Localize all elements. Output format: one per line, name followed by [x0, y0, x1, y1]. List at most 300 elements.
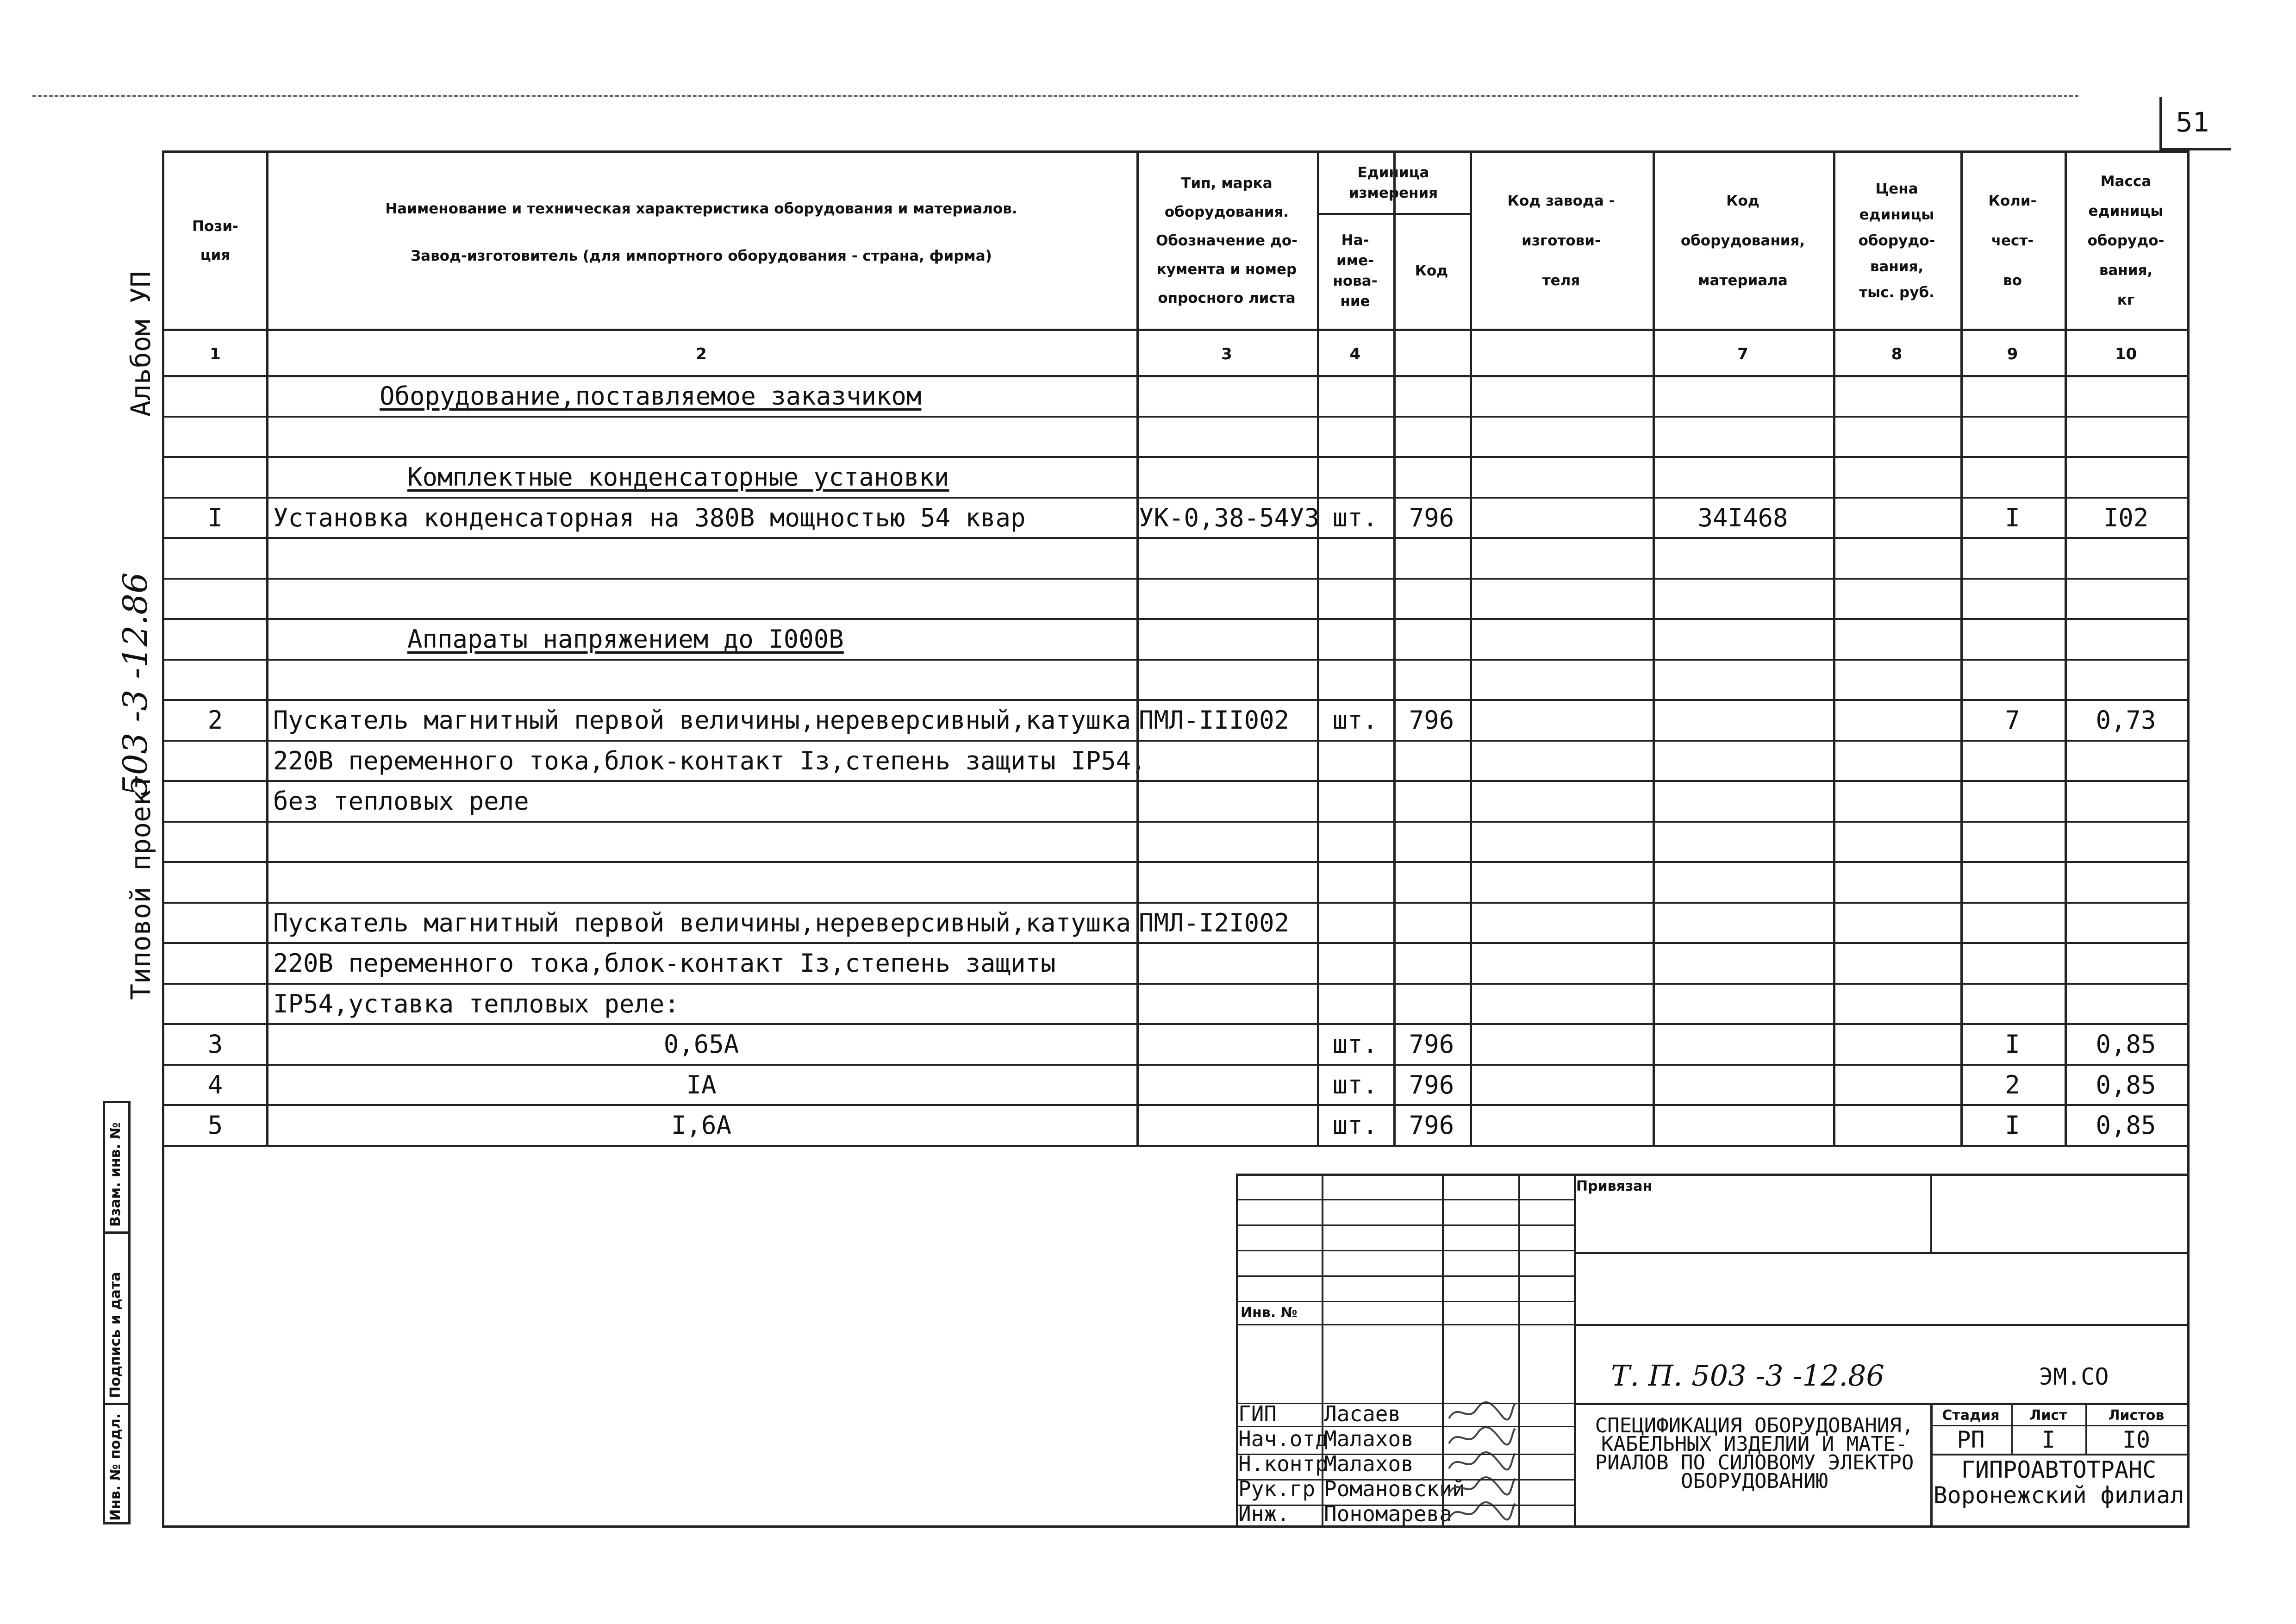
inv-no-label: Инв. №: [1241, 1305, 1298, 1321]
cell-type: ПМЛ-III002: [1139, 706, 1290, 735]
cell-price: [1833, 623, 1960, 659]
row-divider: [162, 618, 2190, 620]
cell-pos: [164, 542, 266, 578]
title-block-line: [1236, 1174, 1574, 1176]
cell-mat: [1653, 825, 1833, 862]
column-divider: [1470, 150, 1472, 1145]
row-divider: [162, 1023, 2190, 1025]
cell-mass: [2065, 663, 2187, 700]
cell-pos: [164, 947, 266, 983]
cell-code: [1393, 461, 1470, 497]
cell-mat: [1653, 542, 1833, 578]
cell-code: 796: [1409, 1070, 1454, 1099]
cell-pos: [164, 785, 266, 821]
cell-unit: [1317, 420, 1393, 456]
cell-pos: 3: [207, 1030, 223, 1059]
sheets-label: Листов: [2108, 1407, 2165, 1424]
cell-code: [1393, 542, 1470, 578]
title-block-line: [1236, 1301, 1574, 1302]
cell-name: Пускатель магнитный первой величины,нереверсивный,катушка: [273, 706, 1131, 735]
cell-name: 220В переменного тока,блок-контакт Iз,степень защиты: [273, 949, 1056, 978]
cell-mfr: [1470, 582, 1653, 618]
cell-price: [1833, 1109, 1960, 1145]
cell-price: [1833, 542, 1960, 578]
cell-mass: [2065, 947, 2187, 983]
cell-mat: [1653, 380, 1833, 416]
cell-unit: [1317, 380, 1393, 416]
cell-unit: [1317, 623, 1393, 659]
cell-qty: 7: [2005, 706, 2020, 735]
cell-price: [1833, 663, 1960, 700]
column-divider: [1960, 150, 1963, 1145]
row-divider: [162, 497, 2190, 499]
stamp-label-inv-podl: Инв. № подл.: [107, 1413, 124, 1521]
signatory-name: Малахов: [1324, 1426, 1414, 1451]
organization-name: ГИПРОАВТОТРАНС: [1961, 1456, 2157, 1483]
cell-mass: [2065, 461, 2187, 497]
cell-code: [1393, 906, 1470, 943]
cell-code: [1393, 623, 1470, 659]
stage-label: Стадия: [1942, 1407, 2000, 1424]
row-divider: [162, 740, 2190, 742]
title-block-line: [1574, 1174, 1576, 1528]
row-divider: [162, 1104, 2190, 1106]
cell-mass: [2065, 987, 2187, 1024]
title-block-line: [1236, 1324, 1574, 1325]
cell-price: [1833, 947, 1960, 983]
cell-pos: [164, 582, 266, 618]
title-block-line: [2011, 1403, 2013, 1454]
cell-type: УК-0,38-54УЗ: [1139, 503, 1320, 532]
cell-mat: [1653, 947, 1833, 983]
row-divider: [162, 861, 2190, 863]
cell-name: [273, 542, 1134, 578]
cell-type: [1139, 1028, 1317, 1064]
title-block-line: [1574, 1174, 2190, 1176]
cell-code: [1393, 582, 1470, 618]
cell-unit: [1317, 663, 1393, 700]
cell-name: [273, 582, 1134, 618]
row-divider: [162, 1145, 2190, 1147]
cell-qty: [1960, 663, 2065, 700]
title-block-line: [1236, 1250, 1574, 1251]
cell-unit: [1317, 866, 1393, 902]
cell-type: [1139, 947, 1317, 983]
cell-mass: [2065, 744, 2187, 781]
cell-mat: [1653, 744, 1833, 781]
cell-type: [1139, 663, 1317, 700]
colnum-8: 8: [1891, 345, 1903, 363]
cell-mat: [1653, 987, 1833, 1024]
cell-mass: [2065, 906, 2187, 943]
signatory-role: Рук.гр: [1238, 1476, 1316, 1501]
header-material-code-label: Код оборудования, материала: [1680, 193, 1805, 289]
cell-unit: [1317, 906, 1393, 943]
header-price: [1833, 153, 1960, 329]
cell-unit: [1317, 582, 1393, 618]
cell-name: [273, 420, 1134, 456]
cell-qty: [1960, 825, 2065, 862]
title-block-line: [1930, 1425, 2190, 1426]
document-title: СПЕЦИФИКАЦИЯ ОБОРУДОВАНИЯ, КАБЕЛЬНЫХ ИЗДЕЛИЙ И МАТЕ- РИАЛОВ ПО СИЛОВОМУ ЭЛЕКТРО ОБОРУДОВАНИЮ: [1595, 1414, 1914, 1493]
title-block-line: [1930, 1174, 1932, 1252]
cell-mfr: [1470, 501, 1653, 537]
row-divider: [162, 821, 2190, 823]
cell-unit: [1317, 461, 1393, 497]
header-name: [266, 153, 1136, 329]
signatory-name: Пономарева: [1324, 1501, 1452, 1526]
sheets-value: I0: [2122, 1426, 2151, 1453]
cell-pos: [164, 663, 266, 700]
column-divider: [2065, 150, 2067, 1145]
header-unit-code: [1393, 213, 1470, 329]
title-block-line: [1236, 1199, 1574, 1200]
cell-unit: шт.: [1332, 503, 1378, 532]
row-divider: [162, 578, 2190, 580]
stamp-label-signature: Подпись и дата: [107, 1272, 124, 1398]
header-position: [164, 153, 266, 329]
cell-mass: 0,85: [2096, 1030, 2156, 1059]
row-divider: [162, 537, 2190, 539]
header-unit-code-label: Код: [1415, 262, 1448, 279]
cell-code: [1393, 785, 1470, 821]
sheet-label: Лист: [2029, 1407, 2067, 1424]
cell-mfr: [1470, 785, 1653, 821]
header-position-label: Пози- ция: [192, 218, 238, 263]
cell-mat: [1653, 663, 1833, 700]
cell-mat: [1653, 461, 1833, 497]
signatory-name: Малахов: [1324, 1451, 1414, 1476]
header-mass-label: Масса единицы оборудо- вания, кг: [2087, 173, 2165, 308]
cell-price: [1833, 1068, 1960, 1105]
cell-pos: [164, 461, 266, 497]
cell-name: Оборудование,поставляемое заказчиком: [380, 381, 922, 411]
cell-type: [1139, 785, 1317, 821]
cell-type: ПМЛ-I2I002: [1139, 908, 1290, 937]
cell-code: 796: [1409, 503, 1454, 532]
title-block-line: [1236, 1505, 1574, 1506]
cell-code: [1393, 825, 1470, 862]
header-type-label: Тип, марка оборудования. Обозначение до- кумента и номер опросного листа: [1155, 175, 1298, 306]
cell-price: [1833, 866, 1960, 902]
cell-price: [1833, 380, 1960, 416]
cell-name: IА: [686, 1070, 717, 1099]
row-divider: [162, 780, 2190, 782]
cell-mfr: [1470, 744, 1653, 781]
colnum-1: 1: [210, 345, 221, 363]
cell-name: IP54,уставка тепловых реле:: [273, 989, 680, 1018]
cell-mat: [1653, 866, 1833, 902]
cell-mfr: [1470, 906, 1653, 943]
header-unit-group-label: Единица измерения: [1348, 164, 1438, 201]
signatory-name: Ласаев: [1324, 1401, 1401, 1426]
cell-price: [1833, 987, 1960, 1024]
album-label: Альбом УП: [125, 271, 156, 417]
cell-unit: [1317, 744, 1393, 781]
cell-unit: [1317, 987, 1393, 1024]
cell-pos: [164, 987, 266, 1024]
cell-qty: [1960, 542, 2065, 578]
cell-qty: [1960, 785, 2065, 821]
cell-type: [1139, 420, 1317, 456]
cell-mfr: [1470, 987, 1653, 1024]
header-mass: [2065, 153, 2187, 329]
cell-unit: шт.: [1332, 1111, 1378, 1140]
cell-name: [273, 866, 1134, 902]
cell-mass: [2065, 542, 2187, 578]
cell-pos: 2: [207, 706, 223, 735]
row-divider: [162, 416, 2190, 418]
cell-price: [1833, 906, 1960, 943]
cell-unit: шт.: [1332, 706, 1378, 735]
cell-code: [1393, 866, 1470, 902]
cell-qty: [1960, 461, 2065, 497]
column-divider: [1317, 150, 1319, 1145]
cell-qty: 2: [2005, 1070, 2020, 1099]
cell-type: [1139, 380, 1317, 416]
cell-type: [1139, 1109, 1317, 1145]
cell-pos: [164, 744, 266, 781]
cell-price: [1833, 744, 1960, 781]
cell-mat: [1653, 1109, 1833, 1145]
cell-unit: [1317, 785, 1393, 821]
cell-qty: [1960, 744, 2065, 781]
title-block-line: [1322, 1174, 1323, 1528]
column-divider: [266, 150, 268, 1145]
top-dashed-line: [32, 95, 2078, 97]
title-block-line: [1442, 1174, 1444, 1528]
colnum-10: 10: [2115, 345, 2137, 363]
cell-mass: 0,85: [2096, 1111, 2156, 1140]
stamp-label-vzam: Взам. инв. №: [107, 1122, 124, 1227]
title-block-line: [1236, 1426, 1574, 1427]
cell-mat: [1653, 1068, 1833, 1105]
colnum-7: 7: [1737, 345, 1748, 363]
cell-code: [1393, 420, 1470, 456]
project-label: Типовой проект: [125, 774, 156, 1000]
cell-qty: [1960, 623, 2065, 659]
row-divider: [162, 699, 2190, 701]
cell-pos: 5: [207, 1111, 223, 1140]
cell-mfr: [1470, 542, 1653, 578]
cell-mfr: [1470, 866, 1653, 902]
row-divider: [162, 942, 2190, 944]
cell-mat: [1653, 420, 1833, 456]
cell-price: [1833, 582, 1960, 618]
cell-price: [1833, 825, 1960, 862]
title-block-line: [1930, 1454, 2190, 1455]
cell-mass: [2065, 866, 2187, 902]
header-quantity: [1960, 153, 2065, 329]
header-quantity-label: Коли- чест- во: [1988, 193, 2037, 289]
cell-type: [1139, 866, 1317, 902]
header-material-code: [1653, 153, 1833, 329]
sheet-code: ЭМ.СО: [2039, 1363, 2109, 1390]
row-divider: [162, 1064, 2190, 1066]
cell-mfr: [1470, 420, 1653, 456]
cell-name: I,6А: [671, 1111, 732, 1140]
header-manufacturer-code: [1470, 153, 1653, 329]
column-divider: [1653, 150, 1655, 1145]
header-unit-name-label: На- име- нова- ние: [1333, 232, 1378, 310]
title-block-line: [1574, 1324, 2190, 1326]
cell-price: [1833, 420, 1960, 456]
cell-mfr: [1470, 663, 1653, 700]
cell-mass: [2065, 380, 2187, 416]
cell-mfr: [1470, 1068, 1653, 1105]
cell-mfr: [1470, 825, 1653, 862]
cell-price: [1833, 501, 1960, 537]
stage-value: РП: [1957, 1426, 1985, 1453]
title-block-line: [1574, 1252, 2190, 1254]
cell-pos: [164, 866, 266, 902]
cell-mass: 0,85: [2096, 1070, 2156, 1099]
cell-mat: [1653, 582, 1833, 618]
project-code-handwritten: 503 -3 -12.86: [116, 572, 155, 796]
cell-name: [273, 825, 1134, 862]
page-number: 51: [2176, 106, 2210, 138]
cell-price: [1833, 1028, 1960, 1064]
cell-qty: I: [2005, 1030, 2020, 1059]
column-divider: [1136, 150, 1139, 1145]
cell-price: [1833, 461, 1960, 497]
cell-code: [1393, 947, 1470, 983]
cell-pos: I: [207, 503, 223, 532]
signatory-role: Инж.: [1238, 1501, 1290, 1526]
cell-qty: I: [2005, 503, 2020, 532]
cell-mat: [1653, 623, 1833, 659]
header-type: [1136, 153, 1317, 329]
cell-qty: [1960, 582, 2065, 618]
privyazan-label: Привязан: [1576, 1178, 1653, 1194]
cell-name: 0,65А: [663, 1030, 739, 1059]
header-name-line1: Наименование и техническая характеристика оборудования и материалов.: [385, 200, 1017, 217]
cell-mfr: [1470, 380, 1653, 416]
cell-mat: [1653, 704, 1833, 740]
cell-type: [1139, 1068, 1317, 1105]
colnum-3: 3: [1221, 345, 1232, 363]
title-block-line: [1236, 1479, 1574, 1480]
cell-type: [1139, 461, 1317, 497]
title-block-line: [1236, 1174, 1238, 1528]
header-name-line2: Завод-изготовитель (для импортного оборудования - страна, фирма): [411, 248, 992, 264]
row-divider: [162, 902, 2190, 904]
cell-mass: [2065, 623, 2187, 659]
column-divider: [1833, 150, 1835, 1145]
cell-code: 796: [1409, 1030, 1454, 1059]
cell-pos: [164, 420, 266, 456]
header-divider: [162, 329, 2190, 331]
cell-pos: [164, 380, 266, 416]
cell-mass: [2065, 785, 2187, 821]
colnum-9: 9: [2007, 345, 2018, 363]
cell-code: 796: [1409, 1111, 1454, 1140]
cell-mfr: [1470, 461, 1653, 497]
cell-mass: [2065, 582, 2187, 618]
document-code: Т. П. 503 -3 -12.86: [1611, 1359, 1884, 1393]
cell-mass: [2065, 420, 2187, 456]
cell-type: [1139, 542, 1317, 578]
title-block-line: [1930, 1403, 1933, 1528]
cell-name: 220В переменного тока,блок-контакт Iз,степень защиты IP54,: [273, 746, 1146, 775]
colnum-4: 4: [1349, 345, 1361, 363]
title-block-line: [1236, 1224, 1574, 1226]
cell-name: без тепловых реле: [273, 787, 529, 816]
cell-type: [1139, 582, 1317, 618]
cell-code: [1393, 380, 1470, 416]
signatory-name: Романовский: [1324, 1476, 1465, 1501]
cell-mass: 0,73: [2096, 706, 2156, 735]
cell-type: [1139, 744, 1317, 781]
colnum-2: 2: [696, 345, 707, 363]
cell-price: [1833, 704, 1960, 740]
organization-branch: Воронежский филиал: [1933, 1482, 2184, 1509]
title-block-line: [1236, 1275, 1574, 1277]
signatory-role: Н.контр: [1238, 1451, 1328, 1476]
row-divider: [162, 456, 2190, 458]
cell-unit: [1317, 825, 1393, 862]
header-manufacturer-code-label: Код завода - изготови- теля: [1507, 193, 1615, 289]
cell-mat: [1653, 906, 1833, 943]
header-price-label: Цена единицы оборудо- вания, тыс. руб.: [1858, 181, 1935, 301]
cell-pos: [164, 825, 266, 862]
cell-qty: [1960, 987, 2065, 1024]
cell-name: Аппараты напряжением до I000В: [407, 625, 844, 654]
cell-mat: [1653, 1028, 1833, 1064]
cell-qty: [1960, 947, 2065, 983]
title-block-line: [2085, 1403, 2087, 1454]
title-block-line: [1518, 1174, 1520, 1528]
title-block-line: [1574, 1403, 2190, 1405]
cell-qty: [1960, 420, 2065, 456]
colnum-5: [1393, 331, 1470, 377]
cell-mfr: [1470, 623, 1653, 659]
cell-code: [1393, 744, 1470, 781]
cell-mfr: [1470, 1109, 1653, 1145]
cell-name: Установка конденсаторная на 380В мощностью 54 квар: [273, 503, 1026, 532]
cell-code: [1393, 663, 1470, 700]
signatory-role: ГИП: [1238, 1401, 1277, 1426]
cell-unit: шт.: [1332, 1030, 1378, 1059]
signatory-role: Нач.отд: [1238, 1426, 1328, 1451]
cell-mat: [1653, 785, 1833, 821]
cell-mfr: [1470, 1028, 1653, 1064]
row-divider: [162, 659, 2190, 661]
column-divider: [1393, 150, 1396, 1145]
cell-unit: [1317, 542, 1393, 578]
cell-mfr: [1470, 947, 1653, 983]
cell-qty: [1960, 866, 2065, 902]
cell-name: Комплектные конденсаторные установки: [407, 462, 949, 492]
cell-qty: [1960, 906, 2065, 943]
row-divider: [162, 983, 2190, 985]
header-unit-name: [1317, 213, 1393, 329]
cell-unit: [1317, 947, 1393, 983]
cell-type: [1139, 825, 1317, 862]
cell-code: 796: [1409, 706, 1454, 735]
cell-unit: шт.: [1332, 1070, 1378, 1099]
cell-qty: [1960, 380, 2065, 416]
cell-mass: I02: [2103, 503, 2149, 532]
colnum-6: [1470, 331, 1653, 377]
cell-name: [273, 663, 1134, 700]
sheet-value: I: [2041, 1426, 2056, 1453]
cell-qty: I: [2005, 1111, 2020, 1140]
cell-pos: 4: [207, 1070, 223, 1099]
header-divider: [1317, 213, 1470, 215]
cell-mfr: [1470, 704, 1653, 740]
header-divider: [162, 375, 2190, 377]
